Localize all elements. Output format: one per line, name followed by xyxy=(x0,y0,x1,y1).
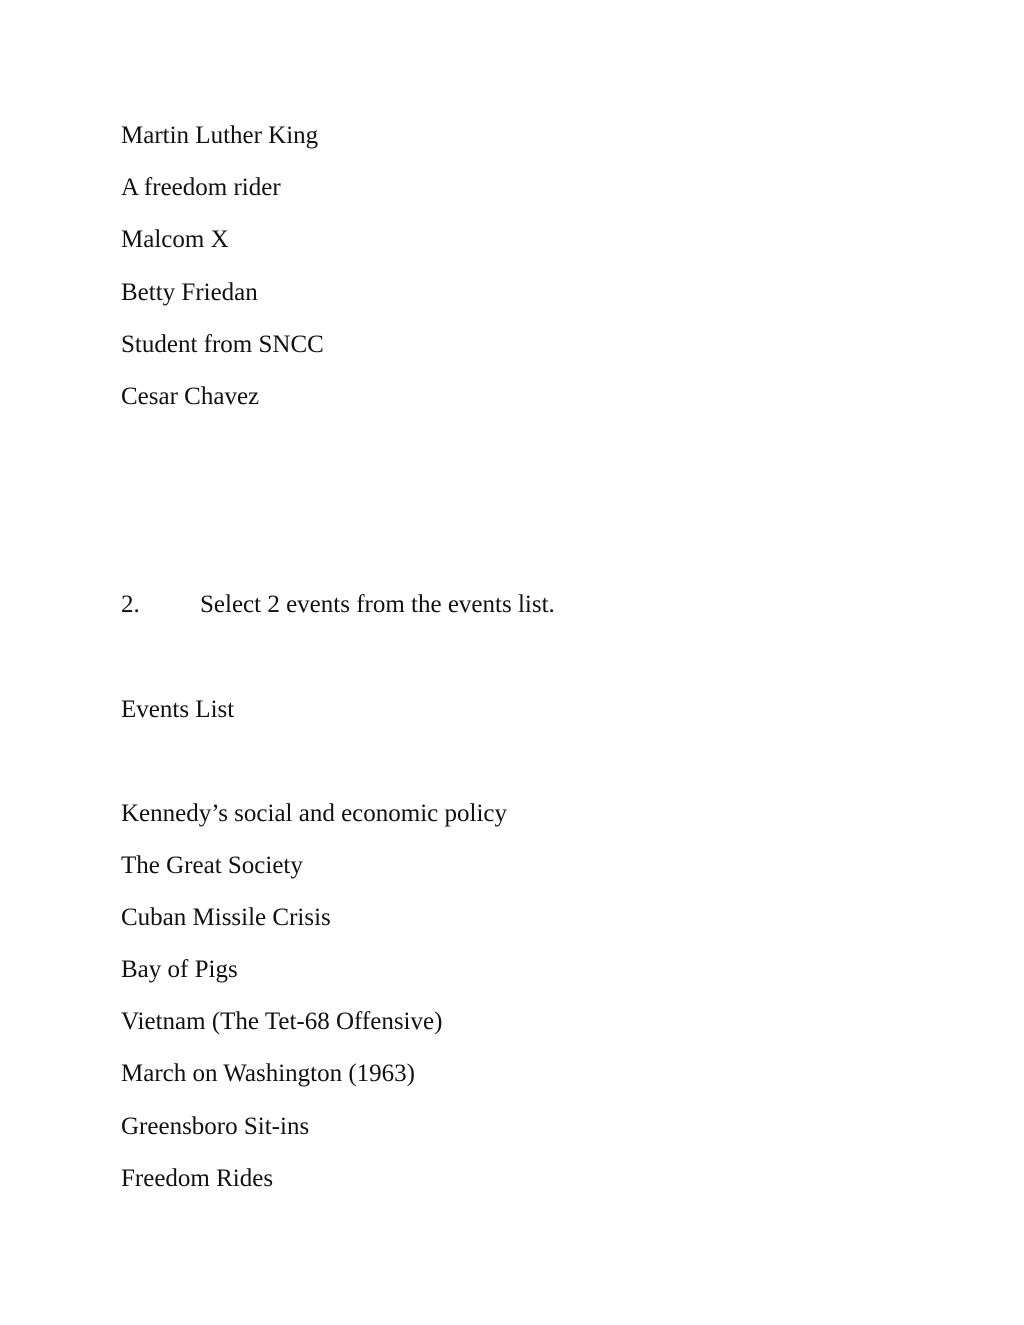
question-number: 2. xyxy=(121,591,140,618)
events-list-heading: Events List xyxy=(121,696,235,723)
event-item: Bay of Pigs xyxy=(121,956,238,983)
person-item: Martin Luther King xyxy=(121,122,319,149)
person-item: A freedom rider xyxy=(121,174,281,201)
person-item: Malcom X xyxy=(121,226,229,253)
person-item: Cesar Chavez xyxy=(121,383,260,410)
question-2 xyxy=(121,590,555,620)
person-item: Betty Friedan xyxy=(121,279,258,306)
question-text: Select 2 events from the events list. xyxy=(200,591,555,618)
event-item: Kennedy’s social and economic policy xyxy=(121,800,507,827)
person-item: Student from SNCC xyxy=(121,331,324,358)
event-item: March on Washington (1963) xyxy=(121,1060,416,1087)
event-item: Greensboro Sit-ins xyxy=(121,1113,310,1140)
event-item: The Great Society xyxy=(121,852,303,879)
event-item: Vietnam (The Tet-68 Offensive) xyxy=(121,1008,443,1035)
event-item: Cuban Missile Crisis xyxy=(121,904,331,931)
event-item: Freedom Rides xyxy=(121,1165,274,1192)
